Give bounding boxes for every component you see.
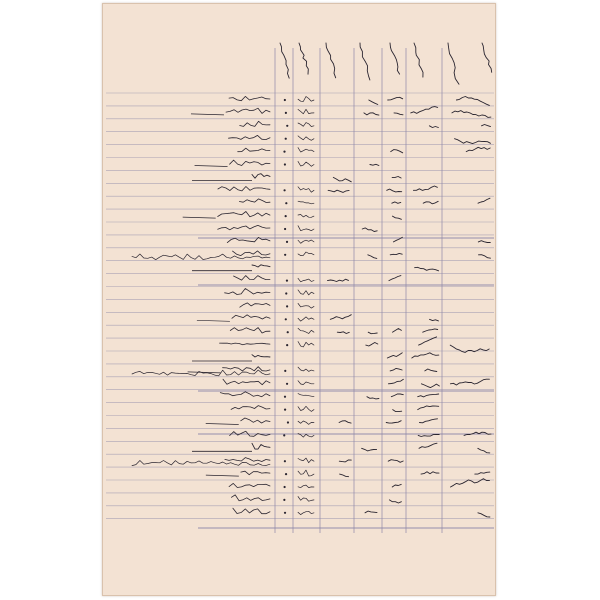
mark-a (285, 202, 287, 204)
mark-a (286, 280, 288, 282)
mark-b (298, 240, 314, 243)
mark-b (298, 406, 314, 411)
mark-a (286, 383, 288, 385)
mark-a (285, 215, 287, 217)
amount-figure (456, 97, 489, 106)
amount-figure (392, 329, 401, 333)
amount-figure (333, 177, 351, 181)
mark-a (284, 460, 286, 462)
amount-figure (423, 329, 438, 332)
mark-a (283, 151, 285, 153)
lead-line (191, 114, 224, 115)
amount-figure (386, 421, 401, 423)
mark-b (298, 458, 314, 463)
entry-text (229, 483, 270, 487)
amount-figure (419, 443, 437, 448)
amount-figure (450, 345, 489, 352)
mark-b (298, 421, 314, 424)
mark-b (298, 136, 314, 140)
amount-figure (418, 394, 439, 397)
subtotal-label (252, 355, 270, 357)
amount-figure (421, 384, 439, 388)
mark-a (284, 370, 286, 372)
column-heading (414, 43, 423, 77)
mark-b (298, 511, 314, 514)
mark-a (284, 163, 286, 165)
amount-figure (340, 474, 349, 477)
mark-a (286, 344, 288, 346)
amount-figure (388, 460, 403, 463)
mark-a (287, 331, 289, 333)
subtotal-label (252, 174, 270, 179)
mark-a (285, 473, 287, 475)
amount-figure (412, 353, 439, 358)
mark-b (298, 161, 314, 166)
amount-figure (365, 511, 377, 513)
amount-figure (478, 241, 490, 243)
amount-figure (387, 353, 402, 358)
amount-figure (368, 332, 377, 334)
amount-figure (413, 186, 437, 190)
amount-figure (337, 332, 349, 334)
mark-a (284, 99, 286, 101)
column-heading (280, 43, 289, 78)
mark-a (286, 125, 288, 127)
entry-text (230, 328, 270, 333)
amount-figure (328, 190, 349, 192)
amount-figure (466, 147, 490, 151)
mark-a (284, 228, 286, 230)
amount-figure (339, 421, 351, 423)
amount-figure (423, 201, 438, 204)
mark-a (283, 499, 285, 501)
amount-figure (411, 107, 438, 114)
entry-text (223, 367, 270, 371)
mark-a (284, 409, 286, 411)
amount-figure (420, 419, 438, 423)
amount-figure (391, 394, 403, 397)
amount-figure (452, 111, 491, 118)
entry-text (218, 187, 270, 191)
entry-text (233, 251, 271, 256)
column-heading (360, 43, 370, 80)
amount-figure (392, 177, 401, 179)
amount-figure (482, 125, 491, 127)
entry-text (218, 225, 270, 229)
ledger-page (102, 3, 496, 596)
mark-b (298, 109, 314, 114)
amount-figure (364, 113, 379, 115)
amount-figure (390, 253, 402, 254)
subtotal-label (252, 265, 270, 267)
subtotal-label (252, 443, 270, 449)
amount-figure (369, 100, 378, 105)
entry-text (238, 148, 270, 152)
column-heading (299, 43, 308, 74)
amount-figure (392, 484, 401, 487)
mark-b (298, 278, 314, 282)
amount-figure (339, 460, 351, 462)
amount-figure (328, 279, 349, 281)
mark-a (286, 305, 288, 307)
entry-text (234, 276, 271, 281)
spill-note (132, 370, 270, 376)
amount-figure (479, 255, 491, 259)
amount-figure (425, 369, 437, 372)
mark-b (298, 97, 314, 102)
mark-b (298, 317, 314, 321)
amount-figure (366, 343, 378, 347)
mark-b (298, 215, 314, 218)
mark-b (298, 367, 314, 371)
mark-b (298, 497, 314, 502)
lead-line (197, 320, 230, 321)
entry-text (223, 379, 270, 385)
mark-a (286, 241, 288, 243)
mark-b (298, 342, 314, 347)
amount-figure (392, 202, 401, 203)
amount-figure (478, 513, 490, 517)
entry-text (225, 289, 270, 295)
entry-text (231, 406, 270, 410)
mark-b (298, 328, 314, 333)
mark-a (283, 189, 285, 191)
mark-a (283, 486, 285, 488)
mark-a (283, 434, 285, 436)
mark-a (285, 318, 287, 320)
mark-a (285, 138, 287, 140)
entry-text (241, 418, 270, 423)
column-heading (326, 43, 336, 78)
column-heading (390, 43, 400, 74)
mark-b (298, 226, 314, 231)
amount-figure (330, 315, 351, 320)
entry-text (220, 343, 271, 345)
amount-figure (430, 319, 439, 321)
lead-line (183, 217, 216, 218)
amount-figure (478, 198, 490, 203)
mark-b (298, 485, 314, 488)
entry-text (241, 471, 270, 475)
entry-text (239, 199, 270, 203)
lead-line (195, 166, 228, 167)
entry-text (218, 212, 270, 217)
entry-text (229, 96, 270, 100)
amount-figure (418, 406, 439, 410)
entry-text (220, 392, 270, 397)
mark-a (284, 512, 286, 514)
entry-text (232, 315, 270, 319)
lead-line (206, 424, 239, 425)
amount-figure (393, 410, 402, 412)
mark-a (287, 421, 289, 423)
entry-text (229, 135, 271, 139)
entry-text (231, 495, 270, 501)
amount-figure (390, 368, 402, 371)
amount-figure (455, 139, 491, 144)
amount-figure (370, 164, 379, 165)
amount-figure (362, 448, 377, 451)
mark-a (284, 396, 286, 398)
amount-figure (368, 255, 377, 259)
mark-a (285, 292, 287, 294)
amount-figure (392, 216, 401, 219)
entry-text (226, 108, 270, 113)
mark-b (298, 381, 314, 385)
mark-b (298, 470, 314, 476)
lead-line (206, 475, 239, 476)
amount-figure (388, 379, 403, 384)
amount-figure (450, 379, 489, 385)
mark-b (298, 123, 314, 127)
amount-figure (391, 150, 403, 153)
amount-figure (415, 267, 439, 271)
ledger-grid (102, 3, 496, 596)
mark-a (285, 112, 287, 114)
amount-figure (367, 397, 379, 399)
entry-text (230, 160, 270, 165)
mark-b (298, 303, 314, 308)
mark-b (298, 252, 314, 256)
amount-figure (421, 472, 439, 474)
amount-figure (394, 113, 403, 115)
entry-text (225, 458, 270, 462)
mark-b (298, 187, 314, 192)
amount-figure (478, 448, 490, 453)
mark-b (298, 394, 314, 397)
amount-figure (418, 434, 439, 436)
amount-figure (389, 276, 401, 281)
column-heading (482, 43, 492, 72)
amount-figure (388, 97, 403, 100)
amount-figure (429, 126, 438, 128)
column-heading (448, 43, 459, 84)
spill-note (132, 254, 270, 260)
spill-note (132, 461, 270, 466)
entry-text (233, 508, 270, 514)
amount-figure (362, 228, 377, 232)
mark-b (298, 201, 314, 204)
mark-b (298, 148, 314, 152)
entry-text (240, 303, 270, 307)
mark-b (298, 290, 314, 295)
amount-figure (475, 472, 490, 474)
amount-figure (387, 189, 402, 192)
amount-figure (389, 500, 401, 503)
entry-text (240, 121, 270, 126)
mark-a (284, 254, 286, 256)
